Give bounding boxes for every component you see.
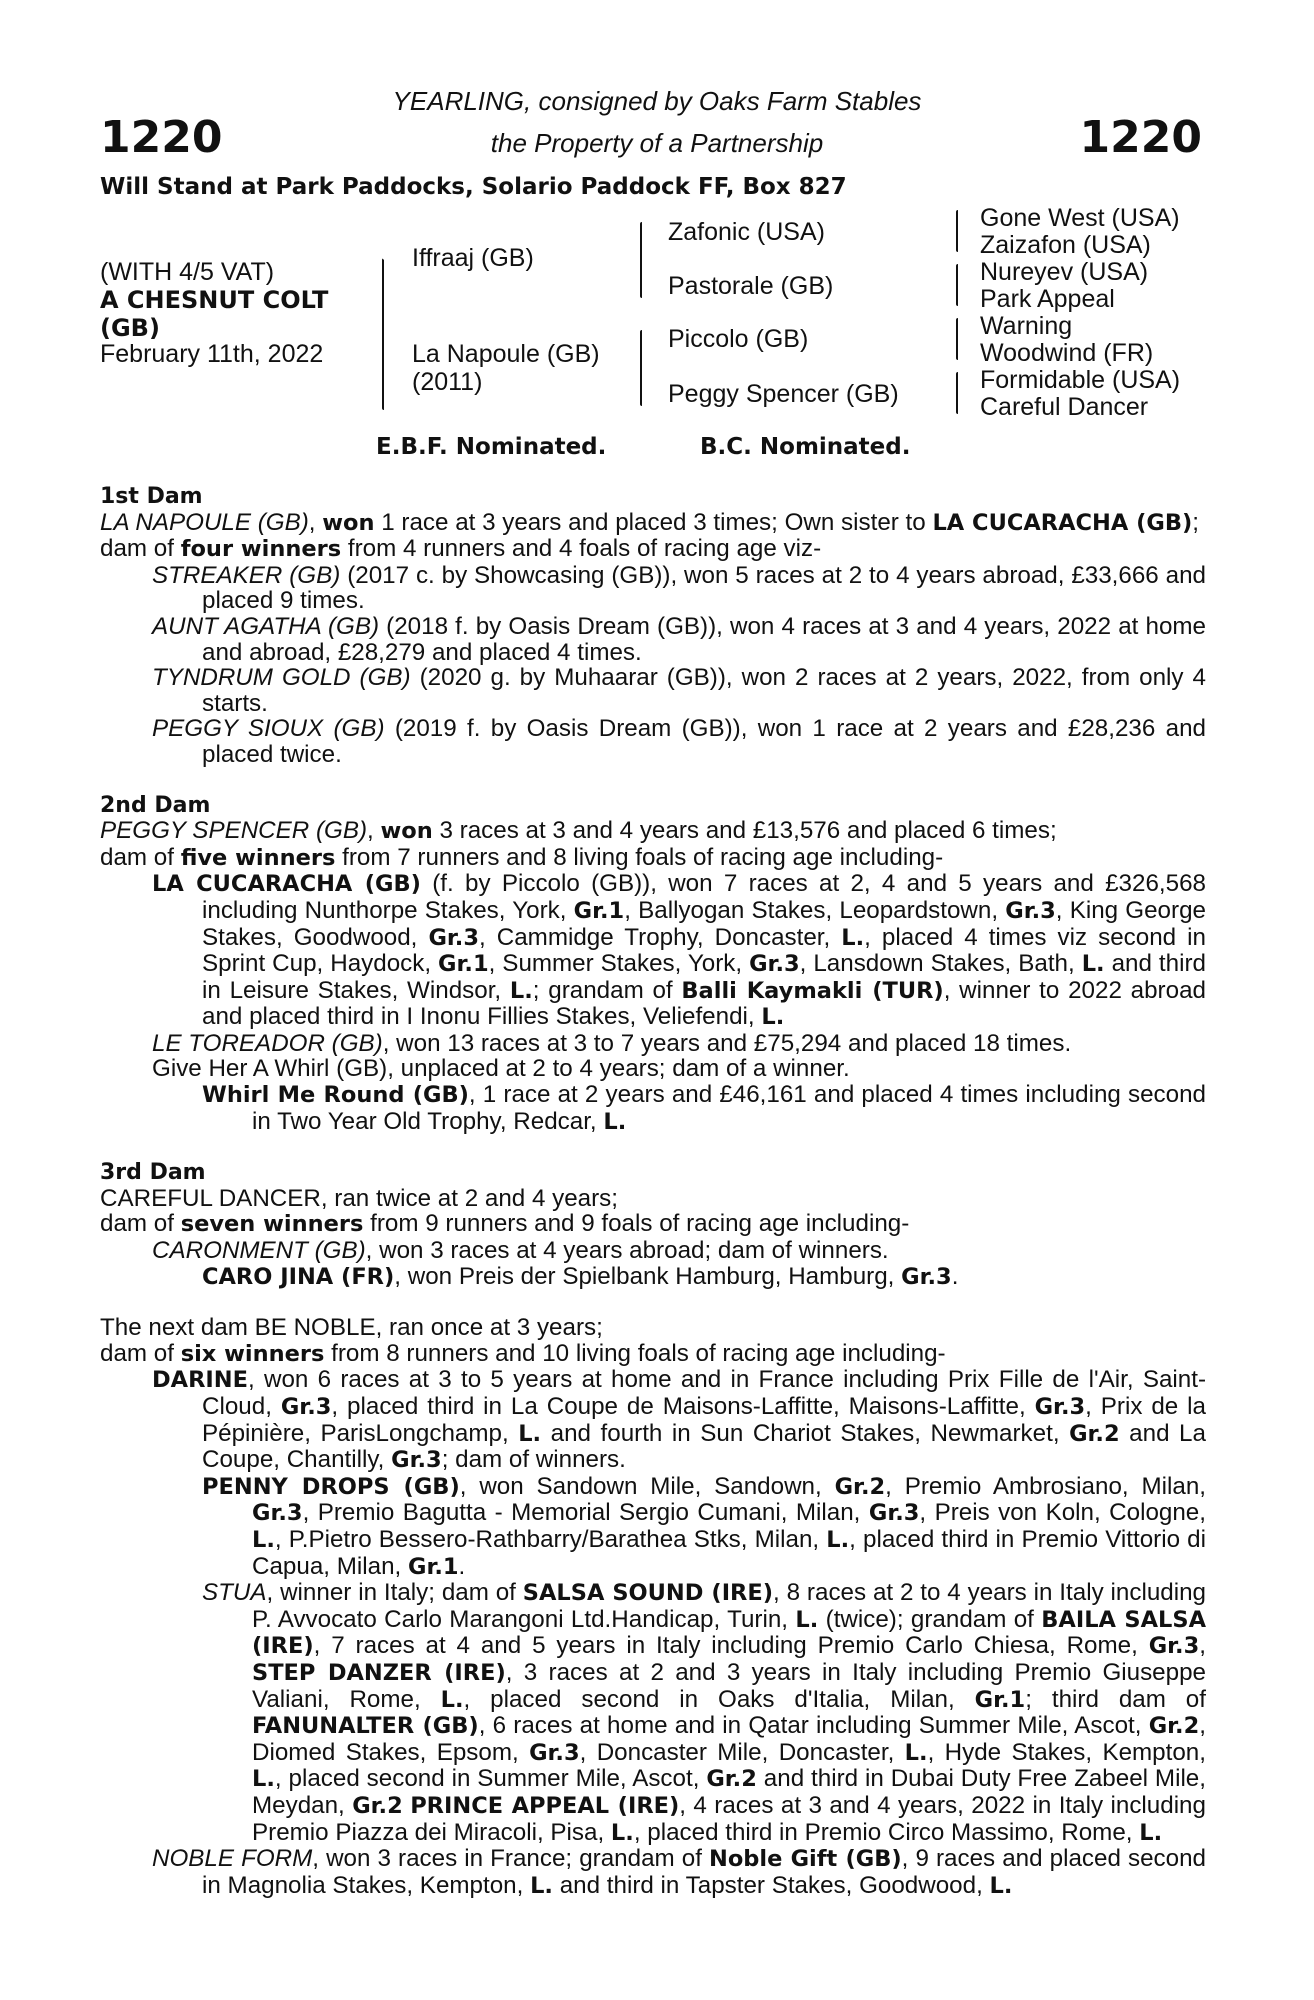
pedigree-brace-3d	[956, 372, 958, 414]
first-dam-produce	[100, 536, 1206, 563]
horse-name: FANUNALTER (GB)	[252, 1713, 479, 1740]
entry-text: , Diomed Stakes, Epsom,	[252, 1712, 1206, 1766]
first-dam-produce-text: from 4 runners and 4 foals of racing age viz-	[347, 535, 822, 563]
progeny-name: TYNDRUM GOLD (GB)	[152, 664, 411, 692]
entry-text: , 9 races and placed second in Magnolia Stakes, Kempton,	[202, 1845, 1206, 1899]
entry-text: , Cammidge Trophy, Doncaster,	[479, 923, 831, 951]
listed: L.	[904, 1739, 928, 1766]
dam-of: dam of	[100, 535, 174, 563]
pedigree-brace-2b	[640, 330, 642, 406]
sire-sire: Zafonic (USA)	[668, 218, 825, 246]
entry-text: (twice); grandam of	[825, 1605, 1034, 1633]
listed: L.	[509, 977, 533, 1004]
grade: Gr.3	[868, 1500, 920, 1527]
entry-text: , Summer Stakes, York,	[488, 950, 743, 978]
grade: Gr.2	[352, 1792, 403, 1819]
first-dam-heading: 1st Dam	[100, 484, 203, 509]
winners-count: four winners	[180, 536, 342, 563]
first-dam-record: LA NAPOULE (GB), won 1 race at 3 years and placed 3 times; Own sister to LA CUCARACHA (GB);	[100, 508, 1200, 536]
pedigree-brace-1	[382, 258, 384, 410]
grade: Gr.2	[834, 1473, 886, 1500]
entry-text: , won 3 races in France; grandam of	[312, 1845, 702, 1873]
entry-text: , Prix de la Pépinière, ParisLongchamp,	[202, 1393, 1206, 1447]
entry-text: , Premio Ambrosiano, Milan,	[885, 1472, 1206, 1500]
entry-text: from 8 runners and 10 living foals of racing age including-	[331, 1339, 946, 1367]
grade: Gr.3	[391, 1447, 442, 1474]
entry-text: , placed second in Summer Mile, Ascot,	[274, 1765, 700, 1793]
entry-text: , 7 races at 4 and 5 years in Italy including Premio Carlo Chiesa, Rome,	[313, 1632, 1138, 1660]
listed: L.	[440, 1686, 464, 1713]
dss: Warning	[980, 312, 1073, 340]
progeny-text: (2017 c. by Showcasing (GB)), won 5 races at 2 to 4 years abroad, £33,666 and placed 9 times.	[202, 561, 1206, 615]
caro-jina-entry	[202, 1264, 1206, 1291]
dam: La Napoule (GB)	[412, 340, 600, 368]
horse-name: PRINCE APPEAL (IRE)	[410, 1792, 680, 1819]
horse-name: PENNY DROPS (GB)	[202, 1473, 460, 1500]
dam-of: dam of	[100, 1210, 174, 1238]
first-dam-semicolon: ;	[1192, 508, 1200, 536]
third-dam-record: CAREFUL DANCER, ran twice at 2 and 4 years;	[100, 1184, 618, 1212]
progeny-name: PEGGY SIOUX (GB)	[152, 715, 385, 743]
dsd: Woodwind (FR)	[980, 339, 1154, 367]
listed: L.	[252, 1526, 275, 1553]
entry-text: , P.Pietro Bessero-Rathbarry/Barathea Stks, Milan,	[274, 1525, 820, 1553]
grade: Gr.3	[901, 1263, 952, 1290]
horse-name: CARO JINA (FR)	[202, 1263, 395, 1290]
winners-count: six winners	[180, 1340, 325, 1367]
next-dam-produce	[100, 1341, 1206, 1368]
stua-entry: STUA, winner in Italy; dam of SALSA SOUND (IRE), 8 races at 2 to 4 years in Italy including P. Avvocato Carlo Marangoni Ltd.Handicap, Turin, L. (twice); grandam of BAILA SALSA (IRE), 7 races at 4 and 5 years in Italy including Premio Carlo Chiesa, Rome, Gr.3, STEP DANZER (IRE), 3 races at 2 and 3 years in Italy including Premio Giuseppe Valiani, Rome, L., placed second in Oaks d'Italia, Milan, Gr.1; third dam of FANUNALTER (GB), 6 races at home and in Qatar including Summer Mile, Ascot, Gr.2, Diomed Stakes, Epsom, Gr.3, Doncaster Mile, Doncaster, L., Hyde Stakes, Kempton, L., placed second in Summer Mile, Ascot, Gr.2 and third in Dubai Duty Free Zabeel Mile, Meydan, Gr.2 PRINCE APPEAL (IRE), 4 races at 3 and 4 years, 2022 in Italy including Premio Piazza dei Miracoli, Pisa, L., placed third in Premio Circo Massimo, Rome, L.	[202, 1579, 1207, 1846]
progeny-text: (2018 f. by Oasis Dream (GB)), won 4 races at 3 and 4 years, 2022 at home and abroad, £28,279 and placed 4 times.	[202, 612, 1206, 666]
entry-text: and La Coupe, Chantilly,	[202, 1419, 1206, 1474]
horse-name: Noble Gift (GB)	[709, 1846, 902, 1873]
entry-text: ; dam of winners.	[441, 1446, 626, 1474]
second-dam-heading: 2nd Dam	[100, 792, 211, 818]
entry-text: , 4 races at 3 and 4 years, 2022 in Italy including Premio Piazza dei Miracoli, Pisa,	[252, 1791, 1206, 1846]
entry-text: , winner to 2022 abroad and placed third in I Inonu Fillies Stakes, Veliefendi,	[202, 976, 1206, 1031]
entry-text: , 6 races at home and in Qatar including Summer Mile, Ascot,	[478, 1712, 1142, 1740]
ssd: Zaizafon (USA)	[980, 231, 1151, 259]
horse-name: STEP DANZER (IRE)	[252, 1659, 506, 1686]
entry-text: (f. by Piccolo (GB)), won 7 races at 2, 4 and 5 years and £326,568 including Nunthorpe Stakes, York,	[202, 870, 1206, 924]
progeny-text: (2019 f. by Oasis Dream (GB)), won 1 race at 2 years and £28,236 and placed twice.	[202, 715, 1206, 768]
entry-text: , Hyde Stakes, Kempton,	[927, 1738, 1206, 1766]
listed: L.	[252, 1766, 275, 1793]
horse-name: BAILA SALSA (IRE)	[252, 1606, 1207, 1660]
grade: Gr.3	[252, 1500, 303, 1527]
horse-name: LA CUCARACHA (GB)	[152, 871, 421, 898]
grade: Gr.2	[1069, 1420, 1120, 1447]
pedigree-brace-3a	[956, 210, 958, 252]
la-cucaracha-entry	[152, 871, 1206, 1031]
third-dam-heading: 3rd Dam	[100, 1160, 206, 1186]
entry-text: , won Sandown Mile, Sandown,	[459, 1472, 822, 1500]
sss: Gone West (USA)	[980, 204, 1180, 232]
horse-name-country: (GB)	[100, 314, 160, 342]
entry-text: .	[458, 1552, 466, 1580]
give-her-a-whirl-entry: Give Her A Whirl (GB), unplaced at 2 to 4 years; dam of a winner.	[152, 1055, 850, 1083]
entry-text: , Doncaster Mile, Doncaster,	[579, 1738, 895, 1766]
lot-number-right: 1220	[1079, 112, 1202, 163]
progeny-4	[152, 716, 1206, 767]
bc-nomination: B.C. Nominated.	[700, 434, 911, 460]
listed: L.	[518, 1420, 542, 1447]
horse-name: STUA	[202, 1579, 267, 1607]
dam-of: dam of	[100, 1339, 174, 1367]
grade: Gr.3	[280, 1394, 332, 1420]
dam-of: dam of	[100, 843, 174, 871]
entry-text: and third in Tapster Stakes, Goodwood,	[559, 1871, 983, 1899]
progeny-3	[152, 665, 1206, 716]
vat-note: (WITH 4/5 VAT)	[100, 258, 275, 286]
grade: Gr.1	[573, 897, 625, 924]
second-dam-text: 3 races at 3 and 4 years and £13,576 and placed 6 times;	[439, 817, 1057, 845]
listed: L.	[1139, 1819, 1163, 1846]
ebf-nomination: E.B.F. Nominated.	[376, 434, 607, 460]
won-bold: won	[380, 818, 433, 845]
listed: L.	[610, 1819, 634, 1846]
grade: Gr.3	[1005, 897, 1056, 924]
penny-drops-entry	[202, 1474, 1206, 1580]
caronment-entry	[152, 1238, 1206, 1264]
pedigree-brace-3b	[956, 264, 958, 306]
progeny-name: STREAKER (GB)	[152, 561, 341, 589]
pedigree-brace-3c	[956, 318, 958, 360]
entry-text: , won 6 races at 3 to 5 years at home and in France including Prix Fille de l'Air, Saint-Cloud,	[202, 1366, 1206, 1420]
entry-text: , placed second in Oaks d'Italia, Milan,	[463, 1685, 955, 1713]
next-dam-record: The next dam BE NOBLE, ran once at 3 years;	[100, 1314, 603, 1342]
listed: L.	[795, 1606, 819, 1633]
entry-text: , won 3 races at 4 years abroad; dam of winners.	[365, 1237, 889, 1265]
listed: L.	[989, 1872, 1013, 1899]
entry-text: , 3 races at 2 and 3 years in Italy including Premio Giuseppe Valiani, Rome,	[252, 1658, 1206, 1713]
listed: L.	[1081, 951, 1105, 978]
entry-text: , placed 4 times viz second in Sprint Cup, Haydock,	[202, 923, 1206, 978]
entry-text: and fourth in Sun Chariot Stakes, Newmarket,	[550, 1419, 1060, 1447]
grade: Gr.2	[1148, 1713, 1200, 1740]
entry-text: , won 13 races at 3 to 7 years and £75,294 and placed 18 times.	[382, 1029, 1072, 1057]
entry-text: , 1 race at 2 years and £46,161 and placed 4 times including second in Two Year Old Trophy, Redcar,	[252, 1081, 1207, 1135]
entry-text: , Ballyogan Stakes, Leopardstown,	[624, 896, 999, 924]
first-dam-text: 1 race at 3 years and placed 3 times; Own sister to	[381, 508, 926, 536]
le-toreador-entry	[152, 1031, 1206, 1057]
won-bold: won	[322, 509, 375, 536]
dds: Formidable (USA)	[980, 366, 1181, 394]
third-dam-produce	[100, 1211, 1206, 1238]
darine-entry	[152, 1367, 1206, 1473]
horse-name: LE TOREADOR (GB)	[152, 1029, 383, 1057]
dam-name: LA NAPOULE (GB)	[100, 508, 309, 536]
horse-name: A CHESNUT COLT	[100, 286, 329, 314]
horse-name: NOBLE FORM	[152, 1845, 313, 1873]
horse-name: Balli Kaymakli (TUR)	[681, 977, 944, 1004]
listed: L.	[826, 1526, 850, 1553]
dam-name: PEGGY SPENCER (GB)	[100, 817, 368, 845]
winners-count: seven winners	[180, 1211, 364, 1238]
entry-text: , 8 races at 2 to 4 years in Italy including P. Avvocato Carlo Marangoni Ltd.Handicap, Turin,	[252, 1579, 1206, 1633]
grade: Gr.3	[1148, 1633, 1200, 1660]
entry-text: , Premio Bagutta - Memorial Sergio Cumani, Milan,	[302, 1499, 861, 1527]
grade: Gr.1	[438, 951, 489, 978]
entry-text: , winner in Italy; dam of	[266, 1579, 516, 1607]
catalogue-body	[100, 484, 1206, 1899]
entry-text: , Preis von Koln, Cologne,	[919, 1499, 1206, 1527]
listed: L.	[761, 1004, 785, 1031]
progeny-text: (2020 g. by Muhaarar (GB)), won 2 races at 2 years, 2022, from only 4 starts.	[202, 664, 1206, 717]
progeny-name: AUNT AGATHA (GB)	[152, 612, 380, 640]
entry-text: , King George Stakes, Goodwood,	[202, 896, 1206, 951]
horse-name: Whirl Me Round (GB)	[202, 1082, 469, 1109]
listed: L.	[603, 1108, 627, 1135]
grade: Gr.3	[529, 1739, 580, 1766]
ddd: Careful Dancer	[980, 393, 1149, 421]
foaling-date: February 11th, 2022	[100, 340, 324, 368]
second-dam-record: PEGGY SPENCER (GB), won 3 races at 3 and 4 years and £13,576 and placed 6 times;	[100, 817, 1057, 845]
entry-text: from 9 runners and 9 foals of racing age including-	[370, 1210, 910, 1238]
second-dam-produce-text: from 7 runners and 8 living foals of racing age including-	[342, 843, 944, 871]
progeny-1	[152, 563, 1206, 614]
noble-form-entry	[152, 1846, 1206, 1899]
sds: Nureyev (USA)	[980, 258, 1149, 286]
entry-text: , placed third in Premio Vittorio di Capua, Milan,	[252, 1525, 1206, 1580]
grade: Gr.3	[749, 951, 800, 978]
entry-text: ; grandam of	[532, 976, 673, 1004]
lot-number-left: 1220	[100, 112, 223, 163]
stand-location: Will Stand at Park Paddocks, Solario Paddock FF, Box 827	[100, 174, 847, 200]
entry-text: and third in Dubai Duty Free Zabeel Mile, Meydan,	[252, 1765, 1206, 1819]
entry-text: , placed third in Premio Circo Massimo, Rome,	[633, 1818, 1133, 1846]
grade: Gr.1	[974, 1686, 1026, 1713]
entry-text: ; third dam of	[1025, 1685, 1206, 1713]
grade: Gr.2	[706, 1766, 757, 1793]
listed: L.	[530, 1872, 553, 1899]
dam-dam: Peggy Spencer (GB)	[668, 380, 899, 408]
sdd: Park Appeal	[980, 285, 1115, 313]
horse-name: CARONMENT (GB)	[152, 1237, 366, 1265]
dam-year: (2011)	[412, 368, 483, 396]
entry-text: and third in Leisure Stakes, Windsor,	[202, 950, 1206, 1004]
consignment-line: YEARLING, consigned by Oaks Farm Stables	[392, 86, 922, 116]
listed: L.	[841, 924, 865, 951]
grade: Gr.3	[428, 924, 479, 951]
sire: Iffraaj (GB)	[412, 244, 534, 272]
dam-sire: Piccolo (GB)	[668, 325, 809, 353]
pedigree-brace-2a	[640, 222, 642, 298]
second-dam-produce	[100, 845, 1206, 872]
property-line: the Property of a Partnership	[490, 128, 824, 158]
sister-name: LA CUCARACHA (GB)	[932, 509, 1193, 536]
grade: Gr.1	[407, 1553, 459, 1580]
winners-count: five winners	[180, 844, 336, 871]
horse-name: SALSA SOUND (IRE)	[522, 1580, 774, 1607]
entry-text: , Lansdown Stakes, Bath,	[799, 950, 1075, 978]
whirl-me-round-entry	[202, 1082, 1206, 1135]
horse-name: DARINE	[152, 1367, 248, 1394]
entry-text: , placed third in La Coupe de Maisons-Laffitte, Maisons-Laffitte,	[331, 1393, 1026, 1420]
progeny-2	[152, 614, 1206, 665]
entry-text: , won Preis der Spielbank Hamburg, Hamburg,	[394, 1262, 895, 1290]
entry-text: .	[951, 1262, 959, 1290]
grade: Gr.3	[1034, 1394, 1086, 1420]
sire-dam: Pastorale (GB)	[668, 272, 834, 300]
